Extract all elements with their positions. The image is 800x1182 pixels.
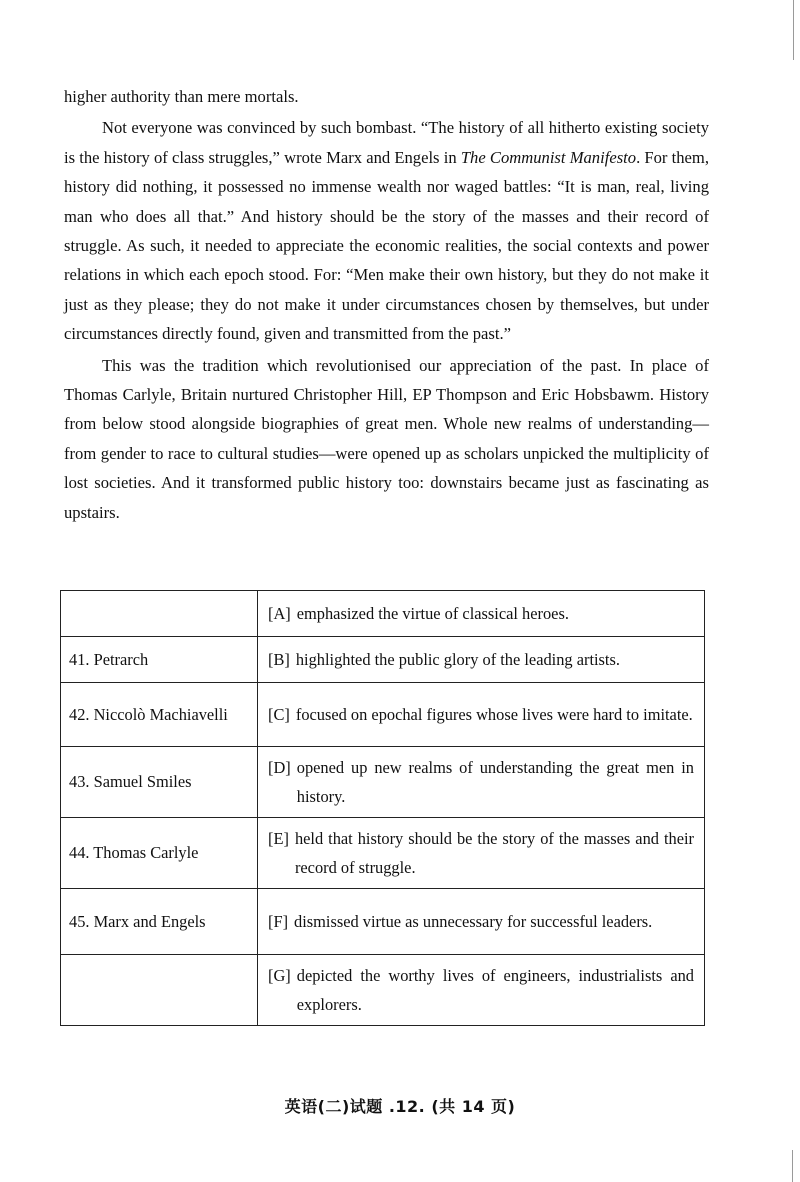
option-cell — [258, 955, 705, 1026]
question-item: 43. Samuel Smiles — [61, 747, 258, 818]
option-cell — [258, 683, 705, 747]
paragraph-text: Not everyone was convinced by such bombast. “The history of all hitherto existing society is the history of class struggles,” wrote Marx and Engels in — [64, 118, 709, 167]
option-text: emphasized the virtue of classical heroes. — [296, 604, 569, 623]
question-item — [61, 591, 258, 637]
table-row — [61, 591, 705, 637]
table-row — [61, 637, 705, 683]
table-row — [61, 818, 705, 889]
question-item: 44. Thomas Carlyle — [61, 818, 258, 889]
table-row — [61, 889, 705, 955]
option-letter: [D] — [268, 758, 291, 777]
option-cell — [258, 889, 705, 955]
option-cell — [258, 818, 705, 889]
option-cell — [258, 747, 705, 818]
page-footer: 英语(二)试题 .12. (共 14 页) — [284, 1097, 516, 1116]
option-text: held that history should be the story of the masses and their record of struggle. — [294, 829, 694, 877]
question-item — [61, 955, 258, 1026]
option-text: focused on epochal figures whose lives were hard to imitate. — [295, 705, 693, 724]
option-text: highlighted the public glory of the leading artists. — [295, 650, 620, 669]
scan-edge — [793, 0, 794, 60]
question-item: 41. Petrarch — [61, 637, 258, 683]
option-text: dismissed virtue as unnecessary for successful leaders. — [294, 912, 653, 931]
question-item: 42. Niccolò Machiavelli — [61, 683, 258, 747]
option-letter: [C] — [268, 705, 290, 724]
reading-passage — [64, 82, 709, 527]
option-letter: [G] — [268, 966, 291, 985]
book-title: The Communist Manifesto — [460, 147, 637, 167]
table-row — [61, 955, 705, 1026]
option-text: opened up new realms of understanding the great men in history. — [296, 758, 694, 806]
option-cell — [258, 591, 705, 637]
table-row — [61, 683, 705, 747]
option-letter: [B] — [268, 650, 290, 669]
paragraph-tradition: This was the tradition which revolutionised our appreciation of the past. In place of Thomas Carlyle, Britain nurtured Christopher Hill, EP Thompson and Eric Hobsbawm. History from below stood alongside biographies of great men. Whole new realms of understanding—from gender to race to cultural studies—were opened up as scholars unpicked the multiplicity of lost societies. And it transformed public history too: downstairs became just as fascinating as upstairs. — [64, 355, 709, 522]
scan-edge — [792, 1150, 793, 1182]
paragraph-continuation: higher authority than mere mortals. — [64, 87, 299, 106]
option-text: depicted the worthy lives of engineers, industrialists and explorers. — [296, 966, 694, 1014]
option-letter: [E] — [268, 829, 289, 848]
option-letter: [F] — [268, 912, 289, 931]
table-row — [61, 747, 705, 818]
paragraph-marx-engels — [64, 113, 709, 348]
matching-table — [60, 590, 705, 1026]
paragraph-text: . For them, history did nothing, it possessed no immense wealth nor waged battles: “It is man, real, living man who does all that.” And history should be the story of the masses and their record of struggle. As such, it needed to appreciate the economic realities, the social contexts and power relations in which each epoch stood. For: “Men make their own history, but they do not make it just as they please; they do not make it under circumstances chosen by themselves, but under circumstances directly found, given and transmitted from the past.” — [64, 147, 709, 344]
option-cell — [258, 637, 705, 683]
option-letter: [A] — [268, 604, 291, 623]
question-item: 45. Marx and Engels — [61, 889, 258, 955]
